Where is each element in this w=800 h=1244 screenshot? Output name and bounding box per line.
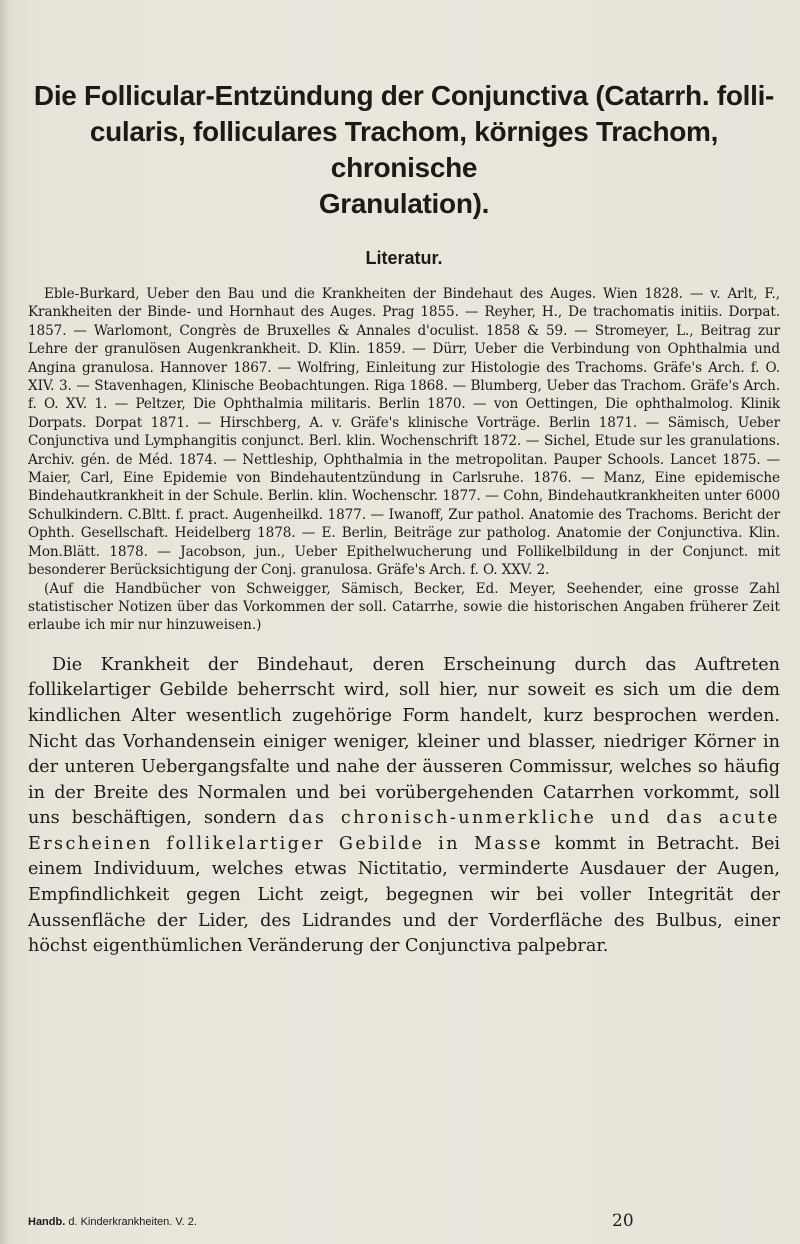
literature-references: Eble-Burkard, Ueber den Bau und die Krankheiten der Bindehaut des Auges. Wien 1828. — v. Arlt, F., Krankheiten der Binde- und Hornhaut des Auges. Prag 1855. — Reyher, H., De trachomatis initiis. Dorpat. 1857. — Warlomont, Congrès de Bruxelles & Annales d'oculist. 1858 & 59. — Stromeyer, L., Beitrag zur Lehre der granulösen Augenkrankheit. D. Klin. 1859. — Dürr, Ueber die Verbindung von Ophthalmia und Angina granulosa. Hannover 1867. — Wolfring, Einleitung zur Histologie des Trachoms. Gräfe's Arch. f. O. XIV. 3. — Stavenhagen, Klinische Beobachtungen. Riga 1868. — Blumberg, Ueber das Trachom. Gräfe's Arch. f. O. XV. 1. — Peltzer, Die Ophthalmia militaris. Berlin 1870. — von Oettingen, Die ophthalmolog. Klinik Dorpats. Dorpat 1871. — Hirschberg, A. v. Gräfe's klinische Vorträge. Berlin 1871. — Sämisch, Ueber Conjunctiva und Lymphangitis conjunct. Berl. klin. Wochenschrift 1872. — Sichel, Etude sur les granulations. Archiv. gén. de Méd. 1874. — Nettleship, Ophthalmia in the metropolitan. Pauper Schools. Lancet 1875. — Maier, Carl, Eine Epidemie von Bindehautentzündung in Carlsruhe. 1876. — Manz, Eine epidemische Bindehautkrankheit in der Schule. Berlin. klin. Wochenschr. 1877. — Cohn, Bindehautkrankheiten unter 6000 Schulkindern. C.Bltt. f. pract. Augenheilkd. 1877. — Iwanoff, Zur pathol. Anatomie des Trachoms. Bericht der Ophth. Gesellschaft. Heidelberg 1878. — E. Berlin, Beiträge zur patholog. Anatomie der Conjunctiva. Klin. Mon.Blätt. 1878. — Jacobson, jun., Ueber Epithelwucherung und Follikelbildung in der Conjunct. mit besonderer Berücksichtigung der Conj. granulosa. Gräfe's Arch. f. O. XXV. 2.	[28, 286, 780, 579]
chapter-title	[28, 78, 780, 222]
body-paragraph	[28, 653, 780, 960]
page-gutter-shadow	[0, 0, 10, 1244]
page-number: 20	[612, 1211, 634, 1231]
chapter-title-line-2: cularis, folliculares Trachom, körniges Trachom, chronische	[89, 116, 719, 183]
page-footer	[28, 1216, 588, 1228]
chapter-title-line-3: Granulation).	[318, 188, 490, 219]
literature-note: (Auf die Handbücher von Schweigger, Sämisch, Becker, Ed. Meyer, Seehender, eine grosse Zahl statistischer Notizen über das Vorkommen der soll. Catarrhe, sowie die historischen Angaben früherer Zeit erlaube ich mir nur hinzuweisen.)	[28, 580, 780, 634]
body-text-part-2: kommt in Betracht. Bei einem Individuum, welches etwas Nictitatio, verminderte Ausdauer der Augen, Empfindlichkeit gegen Licht zeigt, begegnen wir bei voller Integrität der Aussenfläche der Lider, des Lidrandes und der Vorderfläche des Bulbus, einer höchst eigenthümlichen Veränderung der Conjunctiva palpebrar.	[28, 833, 780, 957]
footer-source: d. Kinderkrankheiten. V. 2.	[68, 1216, 197, 1228]
footer-abbreviation: Handb.	[28, 1216, 66, 1228]
page-content	[28, 78, 780, 960]
literature-heading: Literatur.	[365, 248, 443, 268]
chapter-title-line-1: Die Follicular-Entzündung der Conjunctiva (Catarrh. folli-	[33, 80, 775, 111]
body-emphasis-spaced: das chronisch-unmerkliche und das acute Erscheinen follikelartiger Gebilde in Masse	[28, 808, 780, 854]
body-text-part-1: Die Krankheit der Bindehaut, deren Erscheinung durch das Auftreten follikelartiger Gebilde beherrscht wird, soll hier, nur soweit es sich um die dem kindlichen Alter wesentlich zugehörige Form handelt, kurz besprochen werden. Nicht das Vorhandensein einiger weniger, kleiner und blasser, niedriger Körner in der unteren Uebergangsfalte und nahe der äusseren Commissur, welches so häufig in der Breite des Normalen und bei vorübergehenden Catarrhen vorkommt, soll uns beschäftigen, sondern	[28, 654, 780, 829]
